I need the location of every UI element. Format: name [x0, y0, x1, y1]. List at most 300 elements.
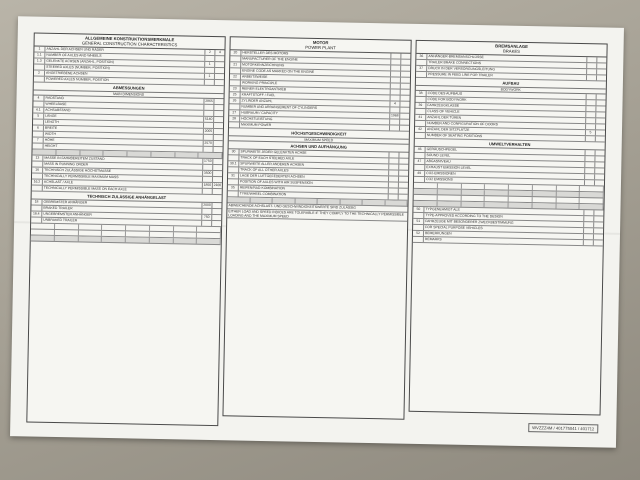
row-label: ZYLINDER ANZAHL — [241, 98, 273, 104]
row-value — [398, 195, 408, 200]
row-values — [390, 83, 410, 88]
row-label: SPURWEITE JEDER GELENKTEN ACHSE — [240, 149, 307, 155]
row-label: TYPGENEHMIGT ALS — [425, 207, 460, 212]
row-value — [213, 129, 223, 134]
row-number: 30.1 — [228, 161, 239, 166]
row-label: CODE DES AUFBAUS — [427, 91, 463, 96]
row-value — [213, 99, 223, 104]
row-value — [586, 75, 596, 80]
row-label: FOR SPECIAL PURPOSE VEHICLES — [425, 225, 483, 231]
row-value — [202, 165, 212, 170]
row-label: REMARKS — [424, 237, 442, 242]
row-label: TYPE-APPROVED ACCORDING TO THE DESIGN — [425, 213, 503, 219]
row-number: 36 — [416, 54, 427, 59]
row-number — [33, 144, 44, 149]
row-values — [388, 158, 408, 163]
row-values — [390, 53, 410, 58]
col3-body-rows — [415, 91, 606, 143]
row-label: ENGINE CODE AS MARKED ON THE ENGINE — [242, 68, 315, 74]
row-number — [414, 153, 425, 158]
row-value — [390, 83, 400, 88]
row-value — [595, 150, 605, 155]
row-value: 1 — [204, 62, 214, 67]
row-value — [203, 111, 213, 116]
row-values — [203, 135, 223, 140]
column-brakes-bodywork — [409, 40, 608, 416]
row-label: TRACK OF EACH STEERED AXLE — [240, 155, 295, 161]
row-number — [413, 237, 424, 242]
row-value — [202, 177, 212, 182]
row-value — [400, 66, 410, 71]
row-values — [202, 177, 222, 182]
row-number — [34, 77, 45, 82]
row-label: TECHNISCH ZULÄSSIGE HÖCHSTMASSE — [44, 167, 112, 174]
row-value — [593, 228, 603, 233]
row-values — [201, 221, 221, 226]
row-value — [390, 71, 400, 76]
col2-title-de: MOTOR — [312, 39, 329, 46]
row-values — [585, 150, 605, 155]
row-label: BRAKED TRAILER — [43, 205, 73, 211]
row-value — [214, 80, 224, 85]
row-number — [33, 120, 44, 125]
row-number: 1.3 — [34, 59, 45, 64]
row-value — [388, 188, 398, 193]
row-value — [211, 221, 221, 226]
row-value: 2000 — [203, 202, 211, 207]
dim-head-de: ABMESSUNGEN — [112, 85, 145, 91]
row-value — [213, 111, 223, 116]
col1-title-de: ALLGEMEINE KONSTRUKTIONSMERKMALE — [84, 35, 175, 43]
row-value — [389, 125, 399, 130]
row-label: EXHAUST EMISSION LEVEL — [426, 165, 472, 170]
row-values — [204, 62, 224, 67]
row-label: TECHNICALLY PERMISSIBLE MASS ON EACH AXLE — [43, 185, 127, 192]
row-values — [585, 112, 605, 117]
row-value — [585, 100, 595, 105]
row-label: FAHRZEUGE MIT BESONDERER ZWECKBESTIMMUNG — [425, 219, 514, 225]
row-value — [595, 124, 605, 129]
row-value — [212, 165, 222, 170]
row-values — [585, 130, 605, 135]
row-value: 1750 — [204, 158, 212, 163]
row-value — [213, 117, 223, 122]
row-values — [584, 168, 604, 173]
row-values — [201, 203, 221, 208]
row-values — [585, 100, 605, 105]
row-number — [228, 167, 239, 172]
row-number: 27 — [229, 110, 240, 115]
row-label: CLASS OF VEHICLE — [427, 109, 460, 114]
row-value — [213, 123, 223, 128]
row-value — [201, 209, 211, 214]
row-label: LAGE DER LUFTGEFEDERTEN ACHSEN — [240, 173, 305, 179]
row-label: ANZAHL DER SITZPLÄTZE — [426, 127, 470, 132]
row-value — [204, 56, 214, 61]
row-number: 28 — [229, 116, 240, 121]
row-value — [585, 150, 595, 155]
row-value — [213, 147, 223, 152]
row-value: 4 — [214, 50, 224, 55]
row-number: 38 — [416, 91, 427, 96]
row-label: GELENKTE ACHSEN (ANZAHL, POSITION) — [46, 58, 114, 65]
row-values — [583, 228, 603, 233]
row-values — [390, 71, 410, 76]
row-label: REIFEN/RAD-KOMBINATION — [239, 185, 286, 191]
row-value: 2570 — [204, 140, 212, 145]
row-label: HÖCHSTLEISTUNG — [241, 116, 273, 122]
row-label: DRUCK IN DER VERSORGUNGSLEITUNG — [428, 66, 496, 72]
row-number: 25 — [230, 92, 241, 97]
row-value — [398, 171, 408, 176]
row-number — [229, 122, 240, 127]
row-values — [583, 216, 603, 221]
row-value — [399, 120, 409, 125]
row-values — [585, 124, 605, 129]
row-label: TRACK OF ALL OTHER AXLES — [240, 167, 289, 173]
row-number: 18 — [31, 200, 42, 205]
row-value: 1850 — [203, 182, 212, 187]
row-value — [586, 63, 596, 68]
row-value — [204, 68, 214, 73]
row-value — [388, 194, 398, 199]
row-value — [213, 141, 223, 146]
row-number: 1 — [34, 47, 45, 52]
row-label: HERSTELLER DES MOTORS — [242, 50, 289, 56]
row-value — [390, 59, 400, 64]
row-label: WIDTH — [44, 131, 56, 136]
row-value — [586, 69, 596, 74]
row-value — [595, 112, 605, 117]
row-value — [390, 77, 400, 82]
row-values — [201, 215, 221, 220]
row-values — [586, 75, 606, 80]
row-value — [583, 234, 593, 239]
row-label: WORKING PRINCIPLE — [241, 80, 278, 86]
row-number: 49 — [414, 171, 425, 176]
row-number — [33, 132, 44, 137]
row-values — [388, 176, 408, 181]
row-label: CO2 EMISSIONS — [425, 177, 453, 182]
row-number — [415, 121, 426, 126]
row-values — [388, 170, 408, 175]
row-number — [34, 65, 45, 70]
row-number — [414, 177, 425, 182]
row-values — [202, 159, 222, 164]
row-value — [583, 222, 593, 227]
row-label: MAXIMUM POWER — [241, 122, 272, 128]
col2-axle-rows — [228, 149, 409, 200]
row-value — [388, 152, 398, 157]
row-value — [585, 136, 595, 141]
col3-env-rows — [414, 147, 605, 187]
row-value — [389, 107, 399, 112]
row-label: BEMERKUNGEN — [424, 231, 452, 236]
row-value — [211, 209, 221, 214]
row-values — [585, 118, 605, 123]
row-number: 50 — [413, 207, 424, 212]
row-number — [228, 155, 239, 160]
column-general-construction — [26, 33, 225, 427]
row-values — [202, 171, 222, 176]
row-values — [388, 164, 408, 169]
row-number: 4.1 — [33, 108, 44, 113]
row-values — [389, 101, 409, 106]
row-label: POWERED AXLES NUMBER, POSITION — [45, 76, 109, 82]
row-values — [585, 136, 605, 141]
row-value — [593, 222, 603, 227]
row-number: 22 — [230, 74, 241, 79]
row-label: NUMBER OF SEATING POSITIONS — [426, 133, 483, 139]
row-number — [33, 102, 44, 107]
row-values — [388, 152, 408, 157]
row-value — [203, 123, 213, 128]
row-values — [389, 125, 409, 130]
row-value: 750 — [201, 215, 211, 220]
row-value — [203, 135, 213, 140]
row-values — [204, 50, 224, 55]
axle-head-text: ACHSEN UND AUFHÄNGUNG — [290, 143, 347, 150]
row-value — [584, 162, 594, 167]
row-value — [398, 165, 408, 170]
row-value — [400, 54, 410, 59]
row-value — [204, 80, 214, 85]
col1-trailer-rows — [31, 200, 221, 228]
row-label: UNBRAKED TRAILER — [43, 217, 78, 223]
row-label: POSITION OF AXLES WITH AIR SUSPENSION — [239, 179, 313, 185]
row-values — [583, 240, 603, 245]
row-values — [203, 99, 223, 104]
coc-document-sheet — [10, 16, 624, 448]
row-number: 1.1 — [34, 53, 45, 58]
row-value — [585, 118, 595, 123]
row-value: 1 — [204, 74, 214, 79]
row-values — [390, 89, 410, 94]
row-label: ANHÄNGER-BREMSANSCHLÜSSE — [428, 54, 484, 60]
row-number: 52 — [413, 231, 424, 236]
row-values — [390, 59, 410, 64]
row-value — [586, 57, 596, 62]
row-value — [213, 135, 223, 140]
row-label: REINER ELEKTROANTRIEB — [241, 86, 287, 92]
row-value — [583, 216, 593, 221]
column-power-plant — [222, 36, 411, 419]
row-label: PRESSURE IN FEED LINE FOR TRAILER — [428, 72, 493, 78]
row-label: KRAFTSTOFF / FUEL — [241, 92, 276, 98]
row-values — [583, 210, 603, 215]
row-label: TECHNICALLY PERMISSIBLE MAXIMUM MASS — [43, 173, 119, 180]
row-number: 23 — [230, 86, 241, 91]
col3-misc-rows — [413, 207, 604, 247]
row-value — [388, 170, 398, 175]
row-values — [585, 106, 605, 111]
row-value — [593, 240, 603, 245]
row-value — [593, 210, 603, 215]
row-label: RADSTAND — [45, 95, 64, 101]
row-number — [414, 165, 425, 170]
row-value: 2005 — [204, 128, 213, 133]
row-number — [32, 174, 43, 179]
row-number — [413, 213, 424, 218]
row-value — [593, 216, 603, 221]
row-value — [390, 95, 400, 100]
row-values — [203, 129, 223, 134]
row-label: ABGASNIVEAU — [426, 159, 451, 164]
row-value — [595, 118, 605, 123]
row-value — [214, 68, 224, 73]
row-values — [389, 119, 409, 124]
tyre-note-de-text: ABWEICHENDE ACHSLAST- UND GESCHWINDIGKEITSWERTE SIND ZULÄSSIG — [228, 203, 356, 210]
body-head-text: AUFBAU — [502, 80, 520, 86]
row-label: CO2-EMISSIONEN — [426, 171, 456, 176]
row-value — [596, 75, 606, 80]
row-values — [584, 174, 604, 179]
row-value — [203, 105, 213, 110]
row-value — [399, 102, 409, 107]
row-number: 16 — [32, 168, 43, 173]
row-value — [583, 240, 593, 245]
row-value — [595, 130, 605, 135]
row-value — [399, 126, 409, 131]
speed-head-text: HÖCHSTGESCHWINDIGKEIT — [291, 130, 347, 137]
row-values — [203, 117, 223, 122]
col3-title-en: BRAKES — [502, 48, 521, 54]
col3-rows — [416, 54, 606, 82]
row-values — [583, 234, 603, 239]
row-value — [594, 180, 604, 185]
row-value — [212, 171, 222, 176]
row-value — [585, 124, 595, 129]
body-sub-text: BODYWORK — [500, 87, 521, 92]
row-value — [596, 63, 606, 68]
row-number: 42 — [415, 127, 426, 132]
row-values — [390, 65, 410, 70]
row-label: SOUND LEVEL — [426, 153, 451, 158]
row-value — [212, 177, 222, 182]
row-values — [586, 69, 606, 74]
row-value — [594, 168, 604, 173]
row-value — [585, 106, 595, 111]
row-values — [204, 68, 224, 73]
row-values — [203, 111, 223, 116]
col1-title-en: GENERAL CONSTRUCTION CHARACTERISTICS — [81, 40, 178, 48]
row-value — [594, 162, 604, 167]
row-label: SPURWEITE ALLER ANDEREN ACHSEN — [240, 161, 305, 167]
row-number: 35 — [228, 185, 239, 190]
trailer-head-text: TECHNISCH ZULÄSSIGE ANHÄNGELAST — [87, 193, 167, 201]
row-values — [390, 77, 410, 82]
row-number — [413, 225, 424, 230]
row-value — [203, 147, 213, 152]
row-value — [388, 176, 398, 181]
row-values — [388, 182, 408, 187]
row-values — [584, 156, 604, 161]
row-number — [415, 109, 426, 114]
row-number: 20 — [230, 50, 241, 55]
row-value — [213, 105, 223, 110]
row-number: 47 — [414, 159, 425, 164]
row-value: 1968 — [390, 113, 399, 118]
row-label: TYRE/WHEEL COMBINATION — [239, 191, 287, 197]
row-value — [400, 60, 410, 65]
row-number — [416, 60, 427, 65]
tyre-note-en-text: EITHER LOAD AND SPEED INDICES ARE TOLERABLE IF THEY COMPLY TO THE TECHNICALLY PERMISSIBLE LOADING AND THE MAXIMUM SPEED — [228, 209, 405, 219]
row-value — [594, 156, 604, 161]
row-value: 5140 — [204, 116, 213, 121]
row-value — [400, 90, 410, 95]
row-value — [398, 189, 408, 194]
row-number — [415, 133, 426, 138]
row-number: 31 — [228, 173, 239, 178]
row-value: 4 — [389, 101, 399, 106]
row-number: 6 — [33, 126, 44, 131]
row-value — [390, 65, 400, 70]
env-head-text: UMWELTVERHALTEN — [488, 141, 531, 148]
row-value — [595, 136, 605, 141]
row-value — [399, 108, 409, 113]
row-value — [596, 94, 606, 99]
row-values — [584, 162, 604, 167]
row-value — [400, 96, 410, 101]
row-label: GEBREMSTER ANHÄNGER — [43, 199, 88, 205]
row-number: 39 — [415, 103, 426, 108]
row-values — [389, 113, 409, 118]
row-values — [203, 123, 223, 128]
row-value — [584, 156, 594, 161]
row-value: 2865 — [205, 98, 213, 103]
row-number — [229, 104, 240, 109]
row-value — [212, 159, 222, 164]
row-values — [204, 74, 224, 79]
row-value — [214, 74, 224, 79]
row-value — [211, 215, 221, 220]
row-value: 5 — [585, 130, 595, 135]
row-label: HEIGHT — [44, 143, 58, 149]
row-value — [584, 180, 594, 185]
row-label: TRAILER BRAKE CONNECTIONS — [428, 60, 482, 66]
col2-rows — [229, 50, 410, 131]
dim-head-en: MAIN DIMENSIONS — [113, 92, 145, 97]
col1-dim-rows — [33, 96, 224, 154]
row-number — [230, 68, 241, 73]
row-number: 7 — [33, 138, 44, 143]
row-value — [390, 89, 400, 94]
row-value — [596, 57, 606, 62]
row-values — [586, 57, 606, 62]
row-values — [202, 189, 222, 194]
row-label: WHEELBASE — [45, 101, 67, 107]
row-value: 2 — [204, 50, 214, 55]
row-label: ACHSLAST / AXLE — [43, 179, 74, 185]
row-values — [204, 80, 224, 85]
row-value — [584, 174, 594, 179]
row-number — [228, 179, 239, 184]
row-number: 4 — [33, 96, 44, 101]
row-values — [389, 107, 409, 112]
row-label: ANZAHL DER ACHSEN UND RÄDER — [46, 46, 104, 52]
row-value — [388, 164, 398, 169]
row-value — [595, 106, 605, 111]
row-value — [214, 56, 224, 61]
row-number: 30 — [228, 149, 239, 154]
row-value — [594, 174, 604, 179]
row-value — [398, 183, 408, 188]
row-number — [416, 72, 427, 77]
row-values — [201, 209, 221, 214]
row-number: 37 — [416, 66, 427, 71]
col1-mass-rows — [32, 156, 223, 196]
row-label: LENGTH — [45, 119, 59, 125]
